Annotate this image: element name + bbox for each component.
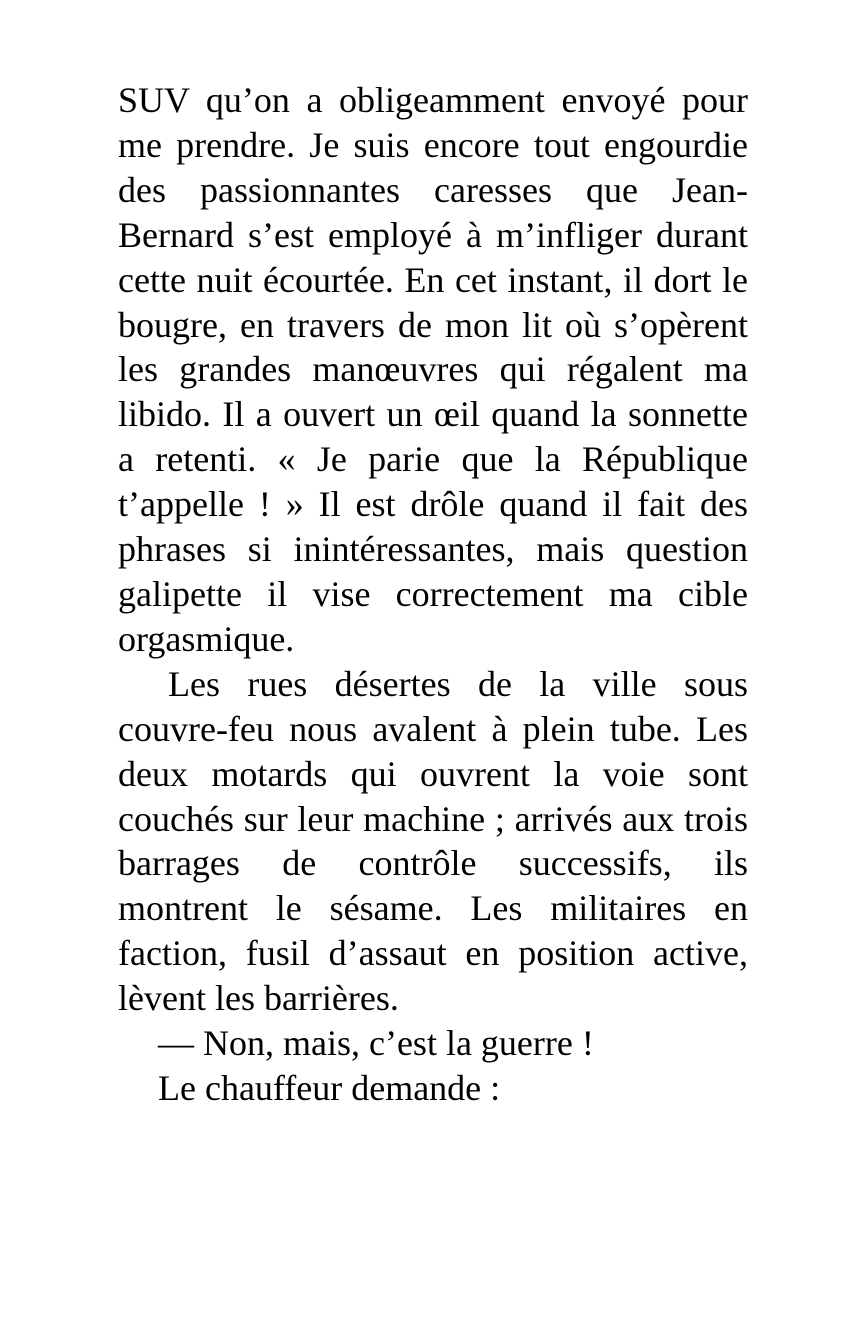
dialogue-line: — Non, mais, c’est la guerre !	[158, 1023, 594, 1064]
paragraph-streets: Les rues désertes de la ville sous couvre-feu nous avalent à plein tube. Les deux motards qui ouvrent la voie sont couchés sur leur machine ; arrivés aux trois barrages de contrôle successifs, ils montrent le sésame. Les militaires en faction, fusil d’assaut en position active, lèvent les barrières.	[118, 663, 748, 1019]
document-page	[118, 78, 748, 1111]
paragraph-driver: Le chauffeur demande :	[158, 1067, 501, 1108]
paragraph-continuation: SUV qu’on a obligeamment envoyé pour me prendre. Je suis encore tout engourdie des passionnantes caresses que Jean-Bernard s’est employé à m’infliger durant cette nuit écourtée. En cet instant, il dort le bougre, en travers de mon lit où s’opèrent les grandes manœuvres qui régalent ma libido. Il a ouvert un œil quand la sonnette a retenti. « Je parie que la République t’appelle ! » Il est drôle quand il fait des phrases si inintéressantes, mais question galipette il vise correctement ma cible orgasmique.	[118, 80, 748, 659]
